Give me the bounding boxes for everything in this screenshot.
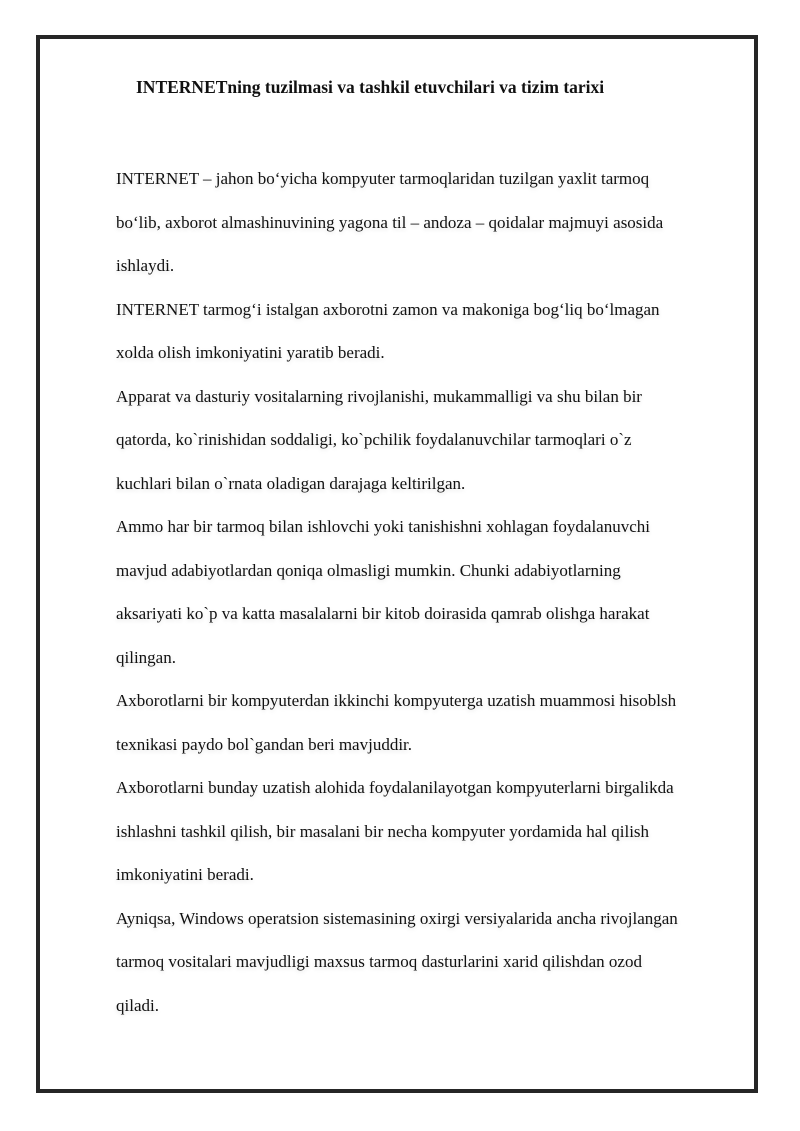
text-line: ishlashni tashkil qilish, bir masalani bir necha kompyuter yordamida hal qilish bbox=[116, 821, 650, 841]
text-line: Apparat va dasturiy vositalarning rivojlanishi, mukammalligi va shu bilan bir bbox=[116, 386, 642, 406]
text-line: ishlaydi. bbox=[116, 256, 175, 275]
text-line: bo‘lib, axborot almashinuvining yagona til – andoza – qoidalar majmuyi asosida bbox=[116, 212, 664, 232]
text-line: kuchlari bilan o`rnata oladigan darajaga keltirilgan. bbox=[116, 473, 466, 493]
text-line: mavjud adabiyotlardan qoniqa olmasligi mumkin. Chunki adabiyotlarning bbox=[116, 560, 621, 580]
document-body bbox=[116, 157, 756, 1027]
text-line: tarmoq vositalari mavjudligi maxsus tarmoq dasturlarini xarid qilishdan ozod bbox=[116, 952, 642, 971]
text-line: qiladi. bbox=[116, 995, 159, 1015]
paragraph bbox=[116, 157, 756, 288]
document-title: INTERNETning tuzilmasi va tashkil etuvchilari va tizim tarixi bbox=[136, 77, 605, 97]
paragraph bbox=[116, 505, 756, 679]
text-line: qatorda, ko`rinishidan soddaligi, ko`pchilik foydalanuvchilar tarmoqlari o`z bbox=[116, 430, 632, 449]
text-line: Axborotlarni bir kompyuterdan ikkinchi kompyuterga uzatish muammosi hisoblsh bbox=[116, 691, 677, 710]
text-line: Axborotlarni bunday uzatish alohida foydalanilayotgan kompyuterlarni birgalikda bbox=[116, 778, 674, 797]
text-line: xolda olish imkoniyatini yaratib beradi. bbox=[116, 343, 385, 362]
paragraph bbox=[116, 897, 756, 1028]
text-line: imkoniyatini beradi. bbox=[116, 865, 254, 884]
paragraph bbox=[116, 679, 756, 766]
paragraph bbox=[116, 375, 756, 506]
paragraph bbox=[116, 288, 756, 375]
text-line: Ayniqsa, Windows operatsion sistemasining oxirgi versiyalarida ancha rivojlangan bbox=[116, 908, 678, 928]
text-line: INTERNET – jahon bo‘yicha kompyuter tarmoqlaridan tuzilgan yaxlit tarmoq bbox=[116, 169, 650, 188]
paragraph bbox=[116, 766, 756, 897]
text-line: texnikasi paydo bol`gandan beri mavjuddir. bbox=[116, 734, 413, 754]
text-line: INTERNET tarmog‘i istalgan axborotni zamon va makoniga bog‘liq bo‘lmagan bbox=[116, 299, 660, 319]
text-line: Ammo har bir tarmoq bilan ishlovchi yoki tanishishni xohlagan foydalanuvchi bbox=[116, 517, 650, 536]
text-line: qilingan. bbox=[116, 647, 176, 667]
text-line: aksariyati ko`p va katta masalalarni bir kitob doirasida qamrab olishga harakat bbox=[116, 604, 650, 623]
